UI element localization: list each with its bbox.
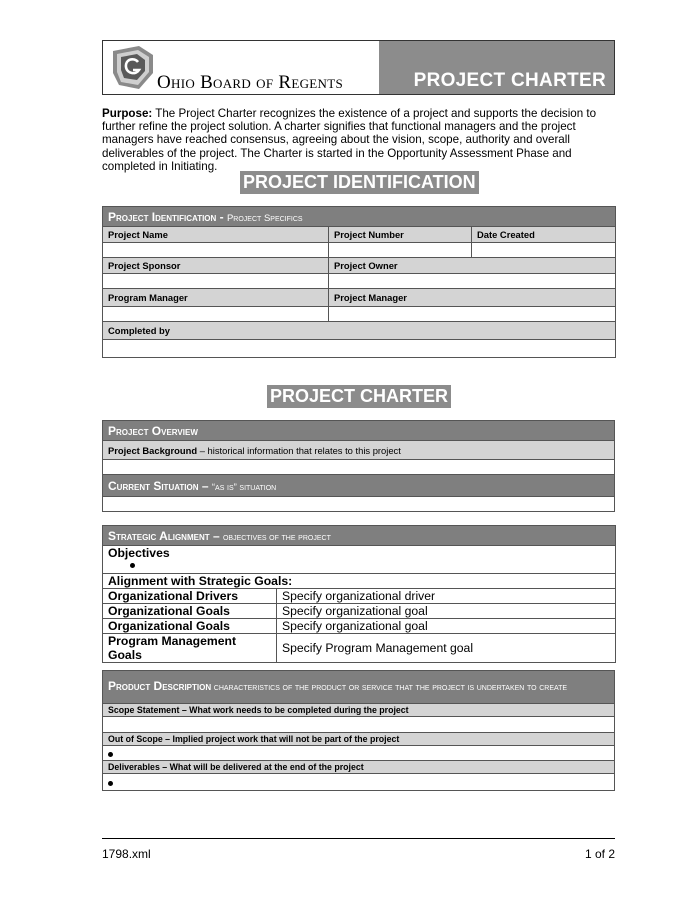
header-org-block <box>103 41 379 94</box>
header-title-block <box>379 41 614 94</box>
alignment-row-label: Program Management Goals <box>103 634 277 663</box>
deliverables-label: Deliverables – What will be delivered at the end of the project <box>103 761 615 774</box>
current-situation-header: Current Situation – “as is” situation <box>103 475 615 497</box>
project-manager-field[interactable] <box>329 307 616 322</box>
footer-divider <box>102 838 615 839</box>
alignment-row-label: Organizational Goals <box>103 619 277 634</box>
project-charter-banner: PROJECT CHARTER <box>267 385 451 408</box>
project-sponsor-field[interactable] <box>103 274 329 289</box>
document-title: PROJECT CHARTER <box>413 70 606 91</box>
bullet-icon <box>108 781 113 786</box>
alignment-row-value[interactable]: Specify organizational goal <box>277 604 616 619</box>
project-number-field[interactable] <box>329 243 472 258</box>
project-overview-header: Project Overview <box>103 421 615 441</box>
bullet-icon <box>130 563 135 568</box>
alignment-row-value[interactable]: Specify Program Management goal <box>277 634 616 663</box>
org-name: Ohio Board of Regents <box>157 72 344 93</box>
date-created-field[interactable] <box>472 243 616 258</box>
project-owner-field[interactable] <box>329 274 616 289</box>
objectives-cell <box>103 546 616 574</box>
out-of-scope-label: Out of Scope – Implied project work that will not be part of the project <box>103 733 615 746</box>
program-manager-field[interactable] <box>103 307 329 322</box>
project-background-field[interactable] <box>103 460 615 475</box>
project-manager-label: Project Manager <box>329 289 616 307</box>
project-background-label: Project Background – historical information that relates to this project <box>103 441 615 460</box>
project-sponsor-label: Project Sponsor <box>103 258 329 274</box>
footer-filename: 1798.xml <box>102 847 151 861</box>
project-number-label: Project Number <box>329 227 472 243</box>
scope-statement-label: Scope Statement – What work needs to be completed during the project <box>103 704 615 717</box>
project-overview-table <box>102 420 615 512</box>
product-description-table <box>102 670 615 791</box>
identification-table-header: Project Identification - Project Specifics <box>103 207 616 227</box>
project-identification-table <box>102 206 616 358</box>
deliverables-field[interactable] <box>103 774 615 791</box>
alignment-row-label: Organizational Goals <box>103 604 277 619</box>
program-manager-label: Program Manager <box>103 289 329 307</box>
alignment-row-label: Organizational Drivers <box>103 589 277 604</box>
ohio-seal-logo-icon <box>109 43 157 91</box>
date-created-label: Date Created <box>472 227 616 243</box>
document-header <box>102 40 615 95</box>
alignment-row-value[interactable]: Specify organizational driver <box>277 589 616 604</box>
out-of-scope-field[interactable] <box>103 746 615 761</box>
scope-statement-field[interactable] <box>103 717 615 733</box>
strategic-alignment-table <box>102 525 616 663</box>
current-situation-field[interactable] <box>103 497 615 512</box>
project-identification-banner: PROJECT IDENTIFICATION <box>240 171 479 194</box>
completed-by-label: Completed by <box>103 322 616 340</box>
purpose-text: The Project Charter recognizes the existence of a project and supports the decision to further refine the project solution. A charter signifies that functional managers and the project managers have reached consensus, agreeing about the vision, scope, authority and overall deliverables of the project. The Charter is started in the Opportunity Assessment Phase and completed in Initiating. <box>102 107 597 173</box>
strategic-alignment-header: Strategic Alignment – objectives of the project <box>103 526 616 546</box>
alignment-row-value[interactable]: Specify organizational goal <box>277 619 616 634</box>
project-name-field[interactable] <box>103 243 329 258</box>
completed-by-field[interactable] <box>103 340 616 358</box>
footer-page-number: 1 of 2 <box>584 847 615 861</box>
product-description-header: Product Description characteristics of the product or service that the project is undertaken to create <box>103 671 615 704</box>
project-owner-label: Project Owner <box>329 258 616 274</box>
project-name-label: Project Name <box>103 227 329 243</box>
bullet-icon <box>108 752 113 757</box>
alignment-label: Alignment with Strategic Goals: <box>103 574 616 589</box>
purpose-paragraph <box>102 107 615 173</box>
purpose-label: Purpose: <box>102 107 153 120</box>
objectives-label: Objectives <box>108 546 170 560</box>
